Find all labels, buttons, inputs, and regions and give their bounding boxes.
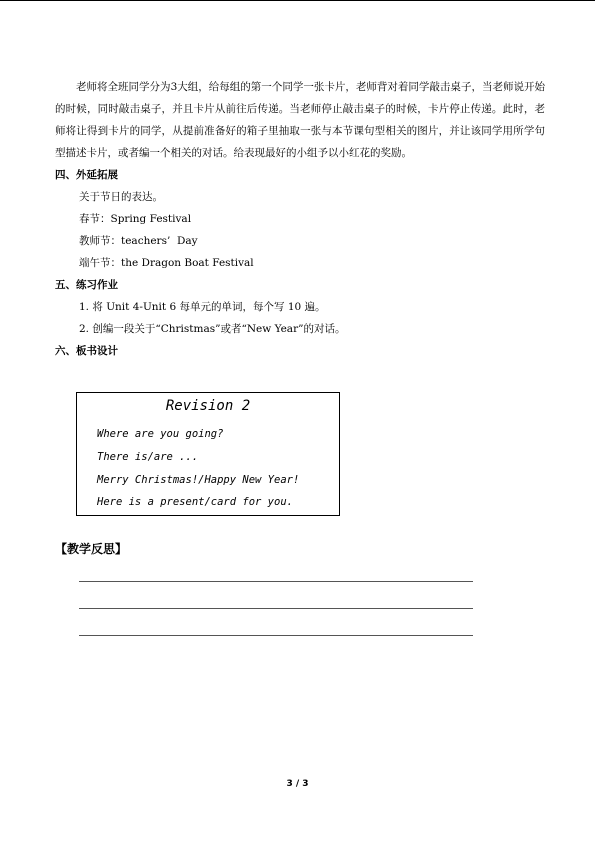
reflection-title: 【教学反思】 bbox=[55, 542, 128, 556]
header-rule bbox=[0, 0, 595, 1]
board-line: Merry Christmas!/Happy New Year! bbox=[97, 474, 300, 486]
section-4-line: 教师节：teachers’ Day bbox=[79, 235, 198, 247]
blackboard-design-box bbox=[76, 392, 340, 516]
reflection-line bbox=[79, 608, 473, 609]
game-paragraph: 老师将全班同学分为3大组，给每组的第一个同学一张卡片，老师背对着同学敲击桌子，当老师说开始的时候，同时敲击桌子，并且卡片从前往后传递。当老师停止敲击桌子的时候，卡片停止传递。此时，老师将让得到卡片的同学，从提前准备好的箱子里抽取一张与本节课句型相关的图片，并让该同学用所学句型描述卡片，或者编一个相关的对话。给表现最好的小组予以小红花的奖励。 bbox=[55, 81, 545, 159]
section-4-line: 春节：Spring Festival bbox=[79, 213, 192, 225]
reflection-line bbox=[79, 581, 473, 582]
section-4-line: 关于节日的表达。 bbox=[79, 191, 163, 203]
homework-item: 2. 创编一段关于“Christmas”或者“New Year”的对话。 bbox=[79, 323, 346, 335]
page-number: 3 / 3 bbox=[286, 779, 309, 789]
board-title: Revision 2 bbox=[165, 398, 251, 414]
section-5-heading: 五、练习作业 bbox=[55, 279, 118, 291]
section-4-heading: 四、外延拓展 bbox=[55, 169, 118, 181]
board-line: Here is a present/card for you. bbox=[97, 496, 293, 508]
board-line: There is/are ... bbox=[97, 451, 199, 463]
homework-item: 1. 将 Unit 4-Unit 6 每单元的单词，每个写 10 遍。 bbox=[79, 301, 326, 313]
board-line: Where are you going? bbox=[97, 428, 224, 440]
section-4-line: 端午节：the Dragon Boat Festival bbox=[79, 257, 254, 269]
document-body bbox=[55, 76, 545, 362]
reflection-line bbox=[79, 635, 473, 636]
section-6-heading: 六、板书设计 bbox=[55, 345, 118, 357]
